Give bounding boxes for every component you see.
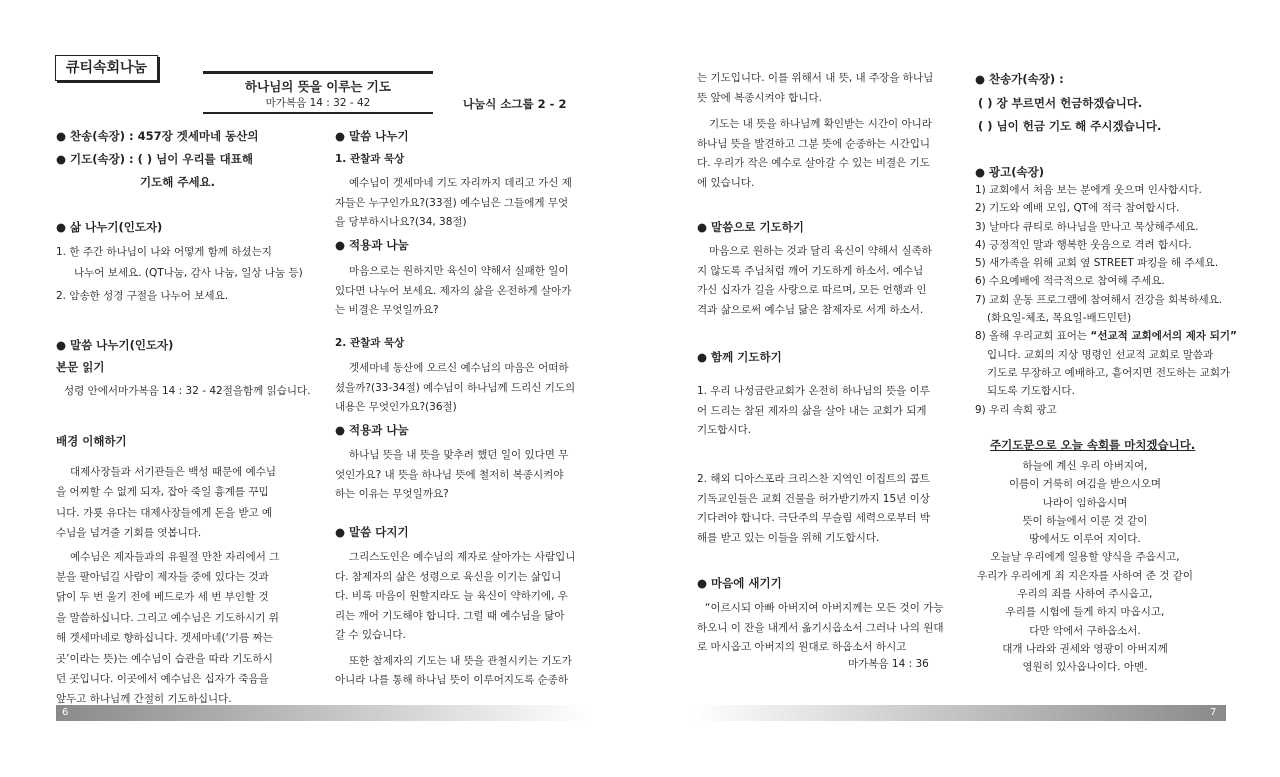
scripture-reference: 마가복음 14 : 32 - 42	[265, 97, 371, 109]
prayer-line: ● 기도(속장) : ( ) 님이 우리를 대표해	[56, 152, 253, 166]
apply-1-text: 마음으로는 원하지만 육신이 약해서 실패한 일이 있다면 나누어 보세요. 제자의 삶을 온전하게 살아가 는 비결은 무엇일까요?	[335, 265, 572, 316]
apply-2-heading: ● 적용과 나눔	[335, 423, 409, 437]
title-rule-top	[203, 71, 433, 74]
background-text: 대제사장들과 서기관들은 백성 때문에 예수님 을 어찌할 수 없게 되자, 잡아 죽일 흉계를 꾸밉 니다. 가룟 유다는 대제사장들에게 돈을 받고 예 수님을 넘겨줄 기회를 엿봅니다. 예수님은 제자들과의 유월절 만찬 자리에서 그 분을 팔아넘길 사람이 제자들 중에 있다는 것과 닭이 두 번 울기 전에 베드로가 세 번 부인할 것 을 말씀하십니다. 그리고 예수님은 기도하시기 위 해 겟세마네로 향하십니다. 겟세마네(‘기름 짜는 곳’이라는 뜻)는 예수님이 습관을 따라 기도하시 던 곳입니다. 이곳에서 예수님은 십자가 죽음을 앞두고 하나님께 간절히 기도하십니다.	[56, 466, 280, 706]
life-item-2: 2. 암송한 성경 구절을 나누어 보세요.	[56, 290, 229, 302]
text-read-desc: 성령 안에서마가복음 14 : 32 - 42절을함께 읽습니다.	[64, 385, 311, 397]
heart-heading: ● 마음에 새기기	[697, 576, 782, 590]
life-item-1-cont: 나누어 보세요. (QT나눔, 감사 나눔, 일상 나눔 등)	[74, 267, 303, 279]
lords-prayer-text: 하늘에 계신 우리 아버지여, 이름이 거룩히 여김을 받으시오며 나라이 임하옵시며 뜻이 하늘에서 이룬 것 같이 땅에서도 이루어 지이다. 오늘날 우리에게 일용할 양식을 주옵시고, 우리가 우리에게 죄 지은자를 사하여 준 것 같이 우리의 죄를 사하여 주시옵고, 우리를 시험에 들게 하지 마옵시고, 다만 악에서 구하옵소서. 대개 나라와 권세와 영광이 아버지께 영원히 있사옵나이다. 아멘.	[976, 460, 1194, 674]
q2-title: 2. 관찰과 묵상	[335, 337, 405, 349]
memory-verse-ref: 마가복음 14 : 36	[848, 658, 929, 670]
memory-verse: “이르시되 아빠 아버지여 아버지께는 모든 것이 가능 하오니 이 잔을 내게서 옮기시옵소서 그러나 나의 원대 로 마시옵고 아버지의 원대로 하옵소서 하시고	[697, 602, 944, 653]
q2-text: 겟세마네 동산에 오르신 예수님의 마음은 어떠하 셨을까?(33-34절) 예수님이 하나님께 드리신 기도의 내용은 무엇인가요?(36절)	[335, 362, 576, 413]
offering-hymn-line: ( ) 장 부르면서 헌금하겠습니다.	[978, 96, 1143, 110]
announcements-heading: ● 광고(속장)	[975, 165, 1044, 179]
word-sharing-heading: ● 말씀 나누기(인도자)	[56, 338, 174, 352]
title-block	[203, 71, 433, 114]
q1-title: 1. 관찰과 묵상	[335, 153, 405, 165]
page-title: 하나님의 뜻을 이루는 기도	[245, 79, 391, 94]
apply-1-heading: ● 적용과 나눔	[335, 238, 409, 252]
hymn-line: ● 찬송(속장) : 457장 겟세마네 동산의	[56, 129, 259, 143]
keep-word-heading: ● 말씀 다지기	[335, 525, 409, 539]
offering-prayer-line: ( ) 님이 헌금 기도 해 주시겠습니다.	[978, 119, 1162, 133]
life-item-1: 1. 한 주간 하나님이 나와 어떻게 함께 하셨는지	[56, 246, 272, 258]
q1-text: 예수님이 겟세마네 기도 자리까지 데리고 가신 제 자들은 누구인가요?(33절) 예수님은 그들에게 무엇 을 당부하시나요?(34, 38절)	[335, 177, 572, 228]
prayer-line-cont: 기도해 주세요.	[140, 175, 216, 189]
section-label: 큐티속회나눔	[55, 55, 158, 81]
footer-bar-left	[56, 705, 590, 721]
pray-word-heading: ● 말씀으로 기도하기	[697, 220, 804, 234]
pray-together-2: 2. 해외 디아스포라 크리스찬 지역인 이집트의 콥트 기독교인들은 교회 건물을 허가받기까지 15년 이상 기다려야 합니다. 극단주의 무슬림 세력으로부터 박 해를 받고 있는 이들을 위해 기도합시다.	[697, 473, 931, 544]
offering-hymn-heading: ● 찬송가(속장) :	[975, 72, 1064, 86]
background-heading: 배경 이해하기	[56, 434, 127, 448]
motto-prefix: 8) 올해 우리교회 표어는	[975, 330, 1091, 343]
announcements-list: 1) 교회에서 처음 보는 분에게 웃으며 인사합시다. 2) 기도와 예배 모임, QT에 적극 참여합시다. 3) 날마다 큐티로 하나님을 만나고 묵상해주세요. 4) 긍정적인 말과 행복한 웃음으로 격려 합시다. 5) 새가족을 위해 교회 옆 STREET 파킹을 해 주세요. 6) 수요예배에 적극적으로 참여해 주세요. 7) 교회 운동 프로그램에 참여해서 건강을 회복하세요. (화요일-체조, 목요일-배드민턴) 8) 올해 우리교회 표어는 “선교적 교회에서의 제자 되기” 입니다. 교회의 지상 명령인 선교적 교회로 말씀과 기도로 무장하고 예배하고, 흩어지면 전도하는 교회가 되도록 기도합시다. 9) 우리 속회 광고	[975, 184, 1237, 416]
pray-together-1: 1. 우리 나성금란교회가 온전히 하나님의 뜻을 이루 어 드리는 참된 제자의 삶을 살아 내는 교회가 되게 기도합시다.	[697, 385, 930, 436]
life-sharing-heading: ● 삶 나누기(인도자)	[56, 220, 163, 234]
keep-word-text: 그리스도인은 예수님의 제자로 살아가는 사람입니 다. 참제자의 삶은 성령으로 육신을 이기는 삶입니 다. 비록 마음이 원할지라도 늘 육신이 약하기에, 우 리는 깨어 기도해야 합니다. 그럴 때 예수님을 닮아 갈 수 있습니다. 또한 참제자의 기도는 내 뜻을 관철시키는 기도가 아니라 나를 통해 하나님 뜻이 이루어지도록 순종하	[335, 551, 576, 686]
apply-2-text: 하나님 뜻을 내 뜻을 맞추려 했던 일이 있다면 무 엇인가요? 내 뜻을 하나님 뜻에 철저히 복종시켜야 하는 이유는 무엇일까요?	[335, 449, 569, 500]
pray-word-text: 마음으로 원하는 것과 달리 육신이 약해서 실족하 지 않도록 주님처럼 깨어 기도하게 하소서. 예수님 가신 십자가 길을 사랑으로 따르며, 모든 언행과 인 격과 삶으로써 예수님 닮은 참제자로 서게 하소서.	[697, 245, 932, 316]
page-number-right: 7	[1210, 707, 1217, 718]
page-number-left: 6	[62, 707, 69, 718]
word-sharing-heading-2: ● 말씀 나누기	[335, 129, 409, 143]
pray-together-heading: ● 함께 기도하기	[697, 350, 782, 364]
lords-prayer-heading: 주기도문으로 오늘 속회를 마치겠습니다.	[990, 438, 1196, 452]
text-read-heading: 본문 읽기	[56, 360, 105, 374]
continued-text: 는 기도입니다. 이를 위해서 내 뜻, 내 주장을 하나님 뜻 앞에 복종시켜야 합니다. 기도는 내 뜻을 하나님께 확인받는 시간이 아니라 하나님 뜻을 발견하고 그분 뜻에 순종하는 시간입니 다. 우리가 작은 예수로 살아갈 수 있는 비결은 기도 에 있습니다.	[697, 72, 934, 189]
footer-bar-right	[692, 705, 1226, 721]
motto-text: “선교적 교회에서의 제자 되기”	[1090, 330, 1237, 343]
group-label: 나눔식 소그룹 2 - 2	[463, 97, 567, 111]
title-rule-bottom	[203, 112, 433, 114]
